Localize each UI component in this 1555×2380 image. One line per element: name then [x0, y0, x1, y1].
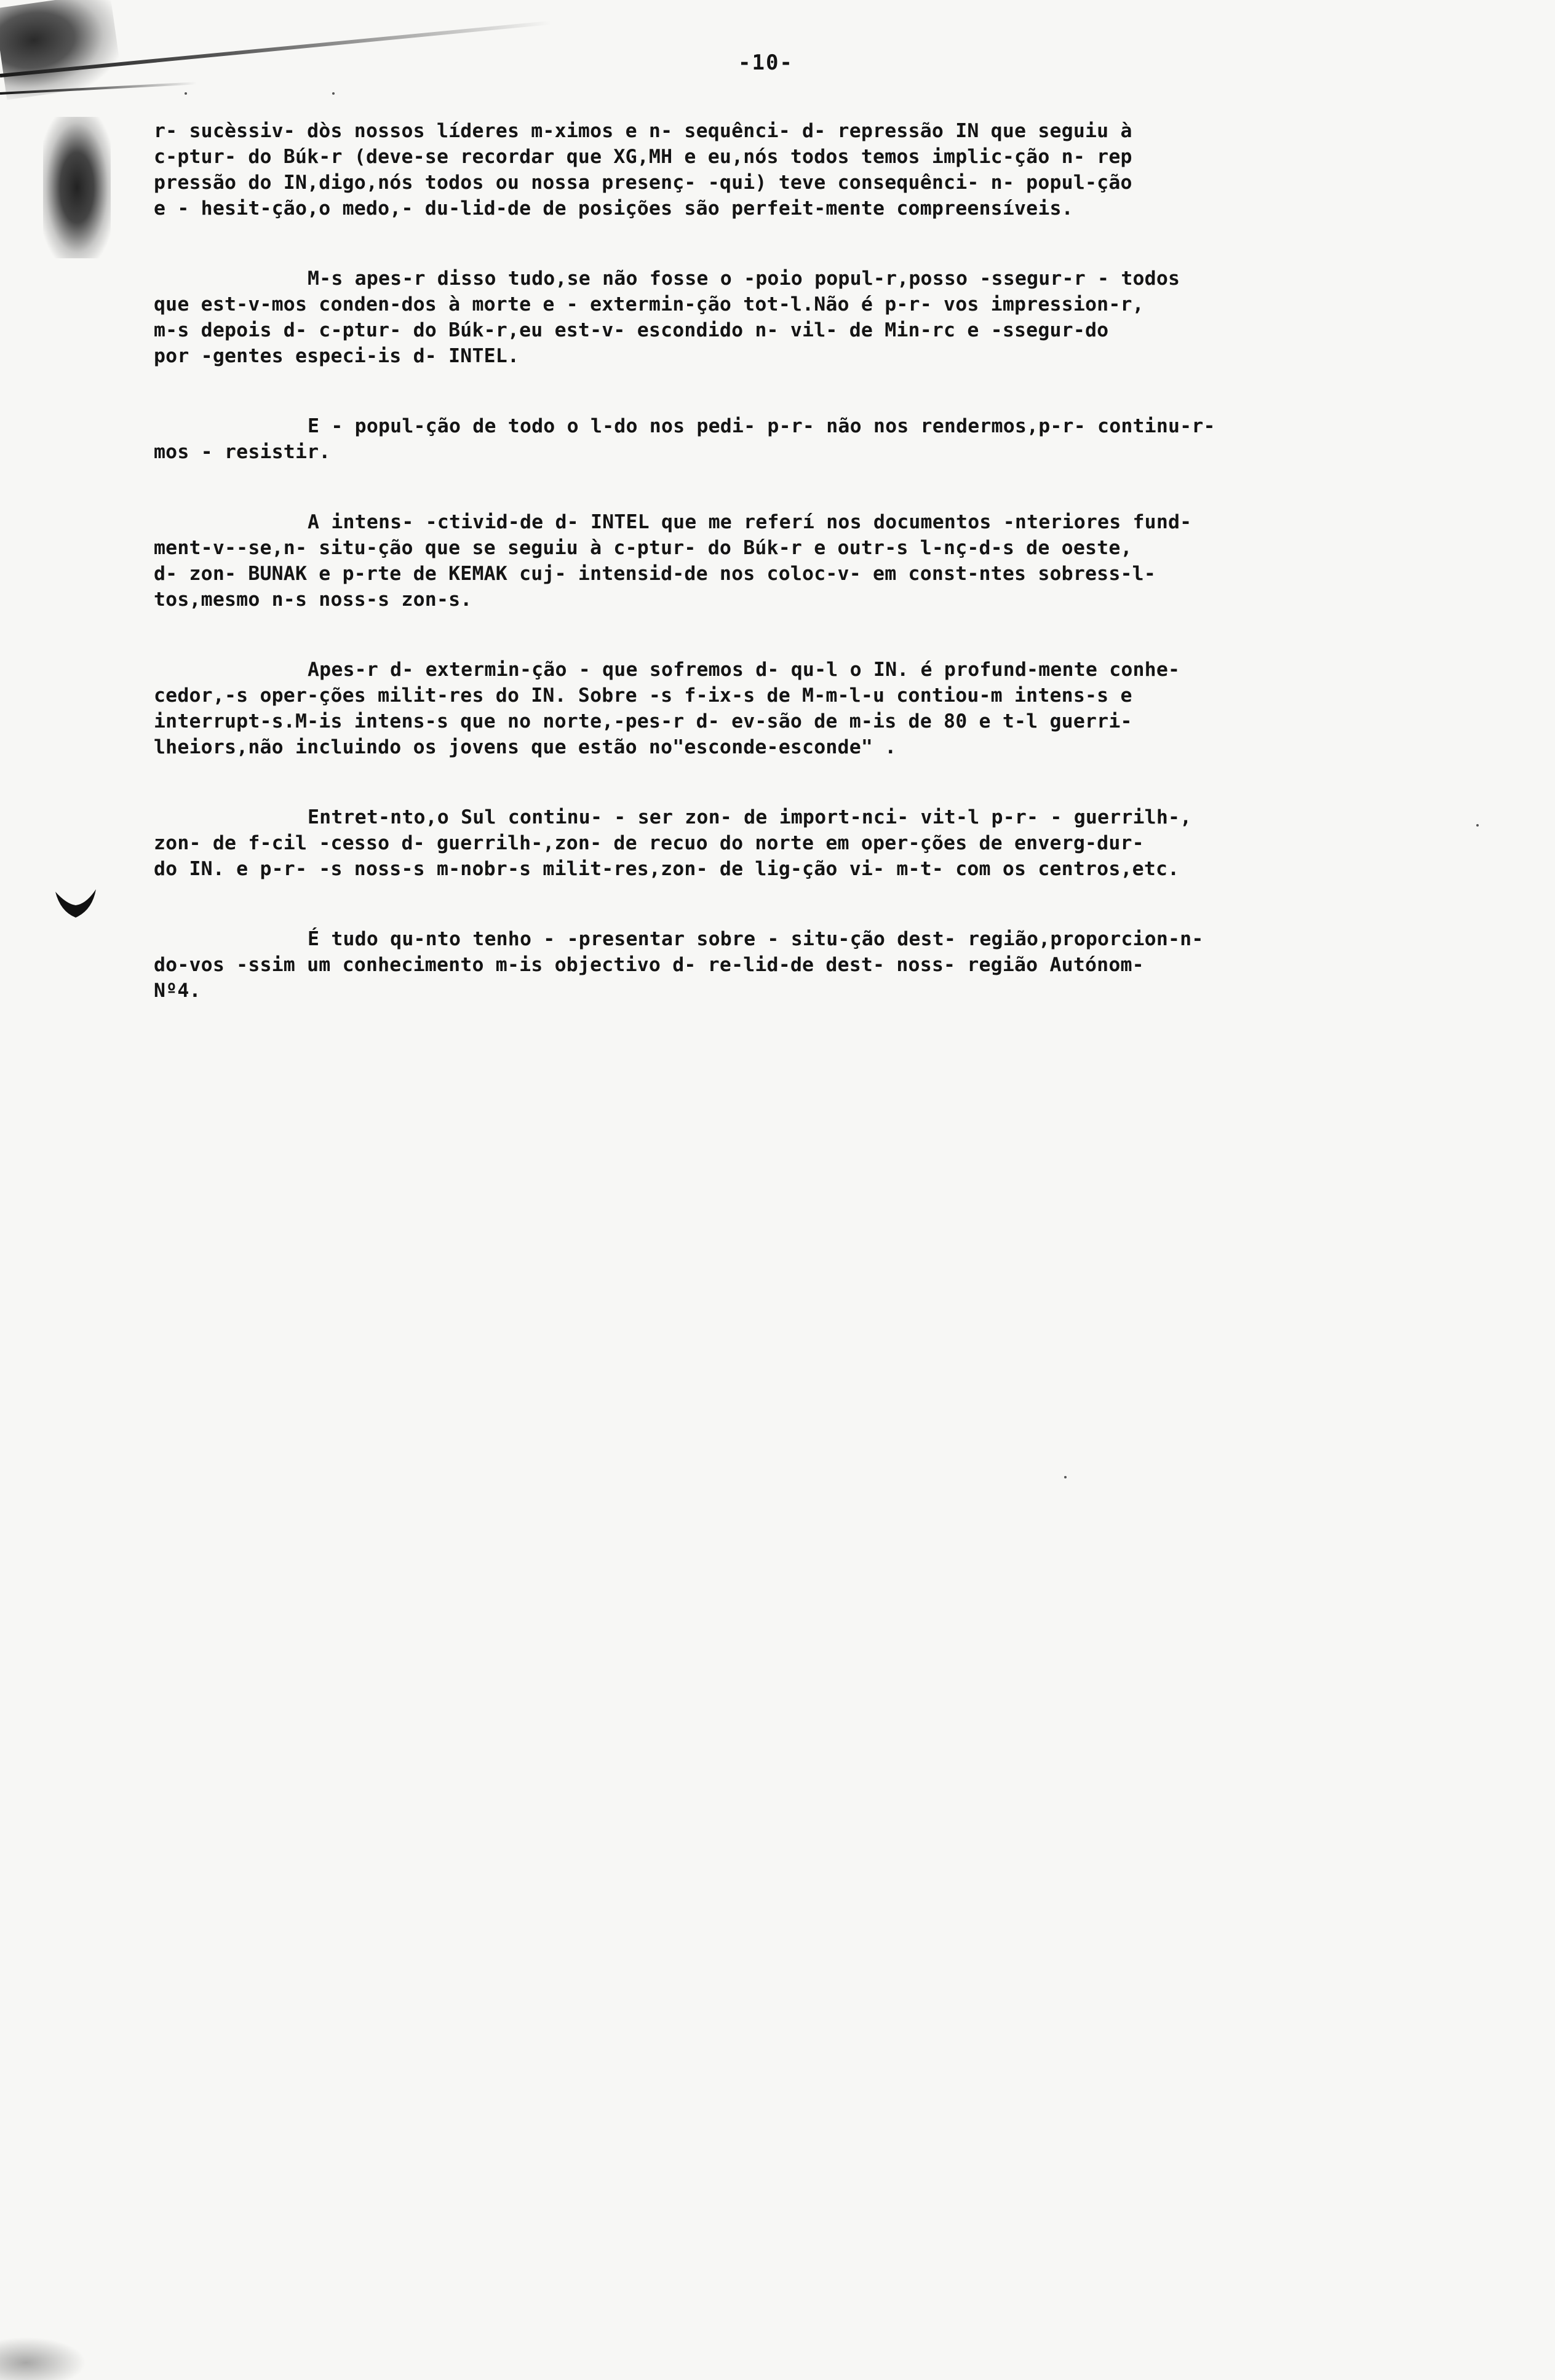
text-line: d- zon- BUNAK e p-rte de KEMAK cuj- intensid-de nos coloc-v- em const-ntes sobress-l-: [154, 563, 1156, 585]
text-line: do IN. e p-r- -s noss-s m-nobr-s milit-res,zon- de lig-ção vi- m-t- com os centros,etc.: [154, 858, 1180, 880]
text-line: E - popul-ção de todo o l-do nos pedi- p-r- não nos rendermos,p-r- continu-r-: [308, 415, 1215, 437]
punch-hole-mark: [54, 886, 97, 919]
text-line: cedor,-s oper-ções milit-res do IN. Sobre -s f-ix-s de M-m-l-u contiou-m intens-s e: [154, 684, 1132, 707]
document-body: [154, 118, 1507, 1048]
text-line: ment-v--se,n- situ-ção que se seguiu à c-ptur- do Búk-r e outr-s l-nç-d-s de oeste,: [154, 537, 1132, 559]
text-line: m-s depois d- c-ptur- do Búk-r,eu est-v- escondido n- vil- de Min-rc e -ssegur-do: [154, 319, 1109, 341]
text-line: e - hesit-ção,o medo,- du-lid-de de posições são perfeit-mente compreensíveis.: [154, 197, 1073, 220]
scan-speck: [332, 92, 335, 95]
text-line: lheiors,não incluindo os jovens que estão no"esconde-esconde" .: [154, 736, 897, 758]
text-line: Apes-r d- extermin-ção - que sofremos d- qu-l o IN. é profund-mente conhe-: [308, 659, 1180, 681]
text-line: M-s apes-r disso tudo,se não fosse o -poio popul-r,posso -ssegur-r - todos: [308, 268, 1180, 290]
text-line: r- sucèssiv- dòs nossos líderes m-ximos e n- sequênci- d- repressão IN que seguiu à: [154, 120, 1132, 142]
text-line: que est-v-mos conden-dos à morte e - extermin-ção tot-l.Não é p-r- vos impression-r,: [154, 293, 1144, 315]
text-line: do-vos -ssim um conhecimento m-is objectivo d- re-lid-de dest- noss- região Autónom-: [154, 954, 1144, 976]
text-line: Entret-nto,o Sul continu- - ser zon- de import-nci- vit-l p-r- - guerrilh-,: [308, 806, 1192, 828]
text-line: interrupt-s.M-is intens-s que no norte,-pes-r d- ev-são de m-is de 80 e t-l guerri-: [154, 710, 1132, 732]
scan-speck: [1476, 824, 1479, 827]
text-line: A intens- -ctivid-de d- INTEL que me referí nos documentos -nteriores fund-: [308, 511, 1192, 533]
text-line: zon- de f-cil -cesso d- guerrilh-,zon- de recuo do norte em oper-ções de enverg-dur-: [154, 832, 1144, 854]
text-line: É tudo qu-nto tenho - -presentar sobre - situ-ção dest- região,proporcion-n-: [308, 928, 1204, 950]
text-line: por -gentes especi-is d- INTEL.: [154, 345, 520, 367]
text-line: Nº4.: [154, 980, 201, 1002]
paragraph: [154, 413, 1507, 465]
paragraph: [154, 118, 1507, 221]
page-number: -10-: [738, 50, 793, 75]
paragraph: [154, 266, 1507, 369]
text-line: tos,mesmo n-s noss-s zon-s.: [154, 589, 472, 611]
text-line: c-ptur- do Búk-r (deve-se recordar que XG,MH e eu,nós todos temos implic-ção n- rep: [154, 146, 1132, 168]
scan-speck: [185, 92, 187, 95]
scan-artifact-blob: [43, 117, 111, 258]
scan-speck: [1064, 1476, 1067, 1478]
paragraph: [154, 509, 1507, 613]
paragraph: [154, 926, 1507, 1004]
paragraph: [154, 657, 1507, 760]
scan-artifact-smudge: [0, 2337, 86, 2380]
text-line: mos - resistir.: [154, 441, 331, 463]
scan-artifact-smudge: [0, 0, 123, 100]
paragraph: [154, 804, 1507, 882]
text-line: pressão do IN,digo,nós todos ou nossa presenç- -qui) teve consequênci- n- popul-ção: [154, 172, 1132, 194]
